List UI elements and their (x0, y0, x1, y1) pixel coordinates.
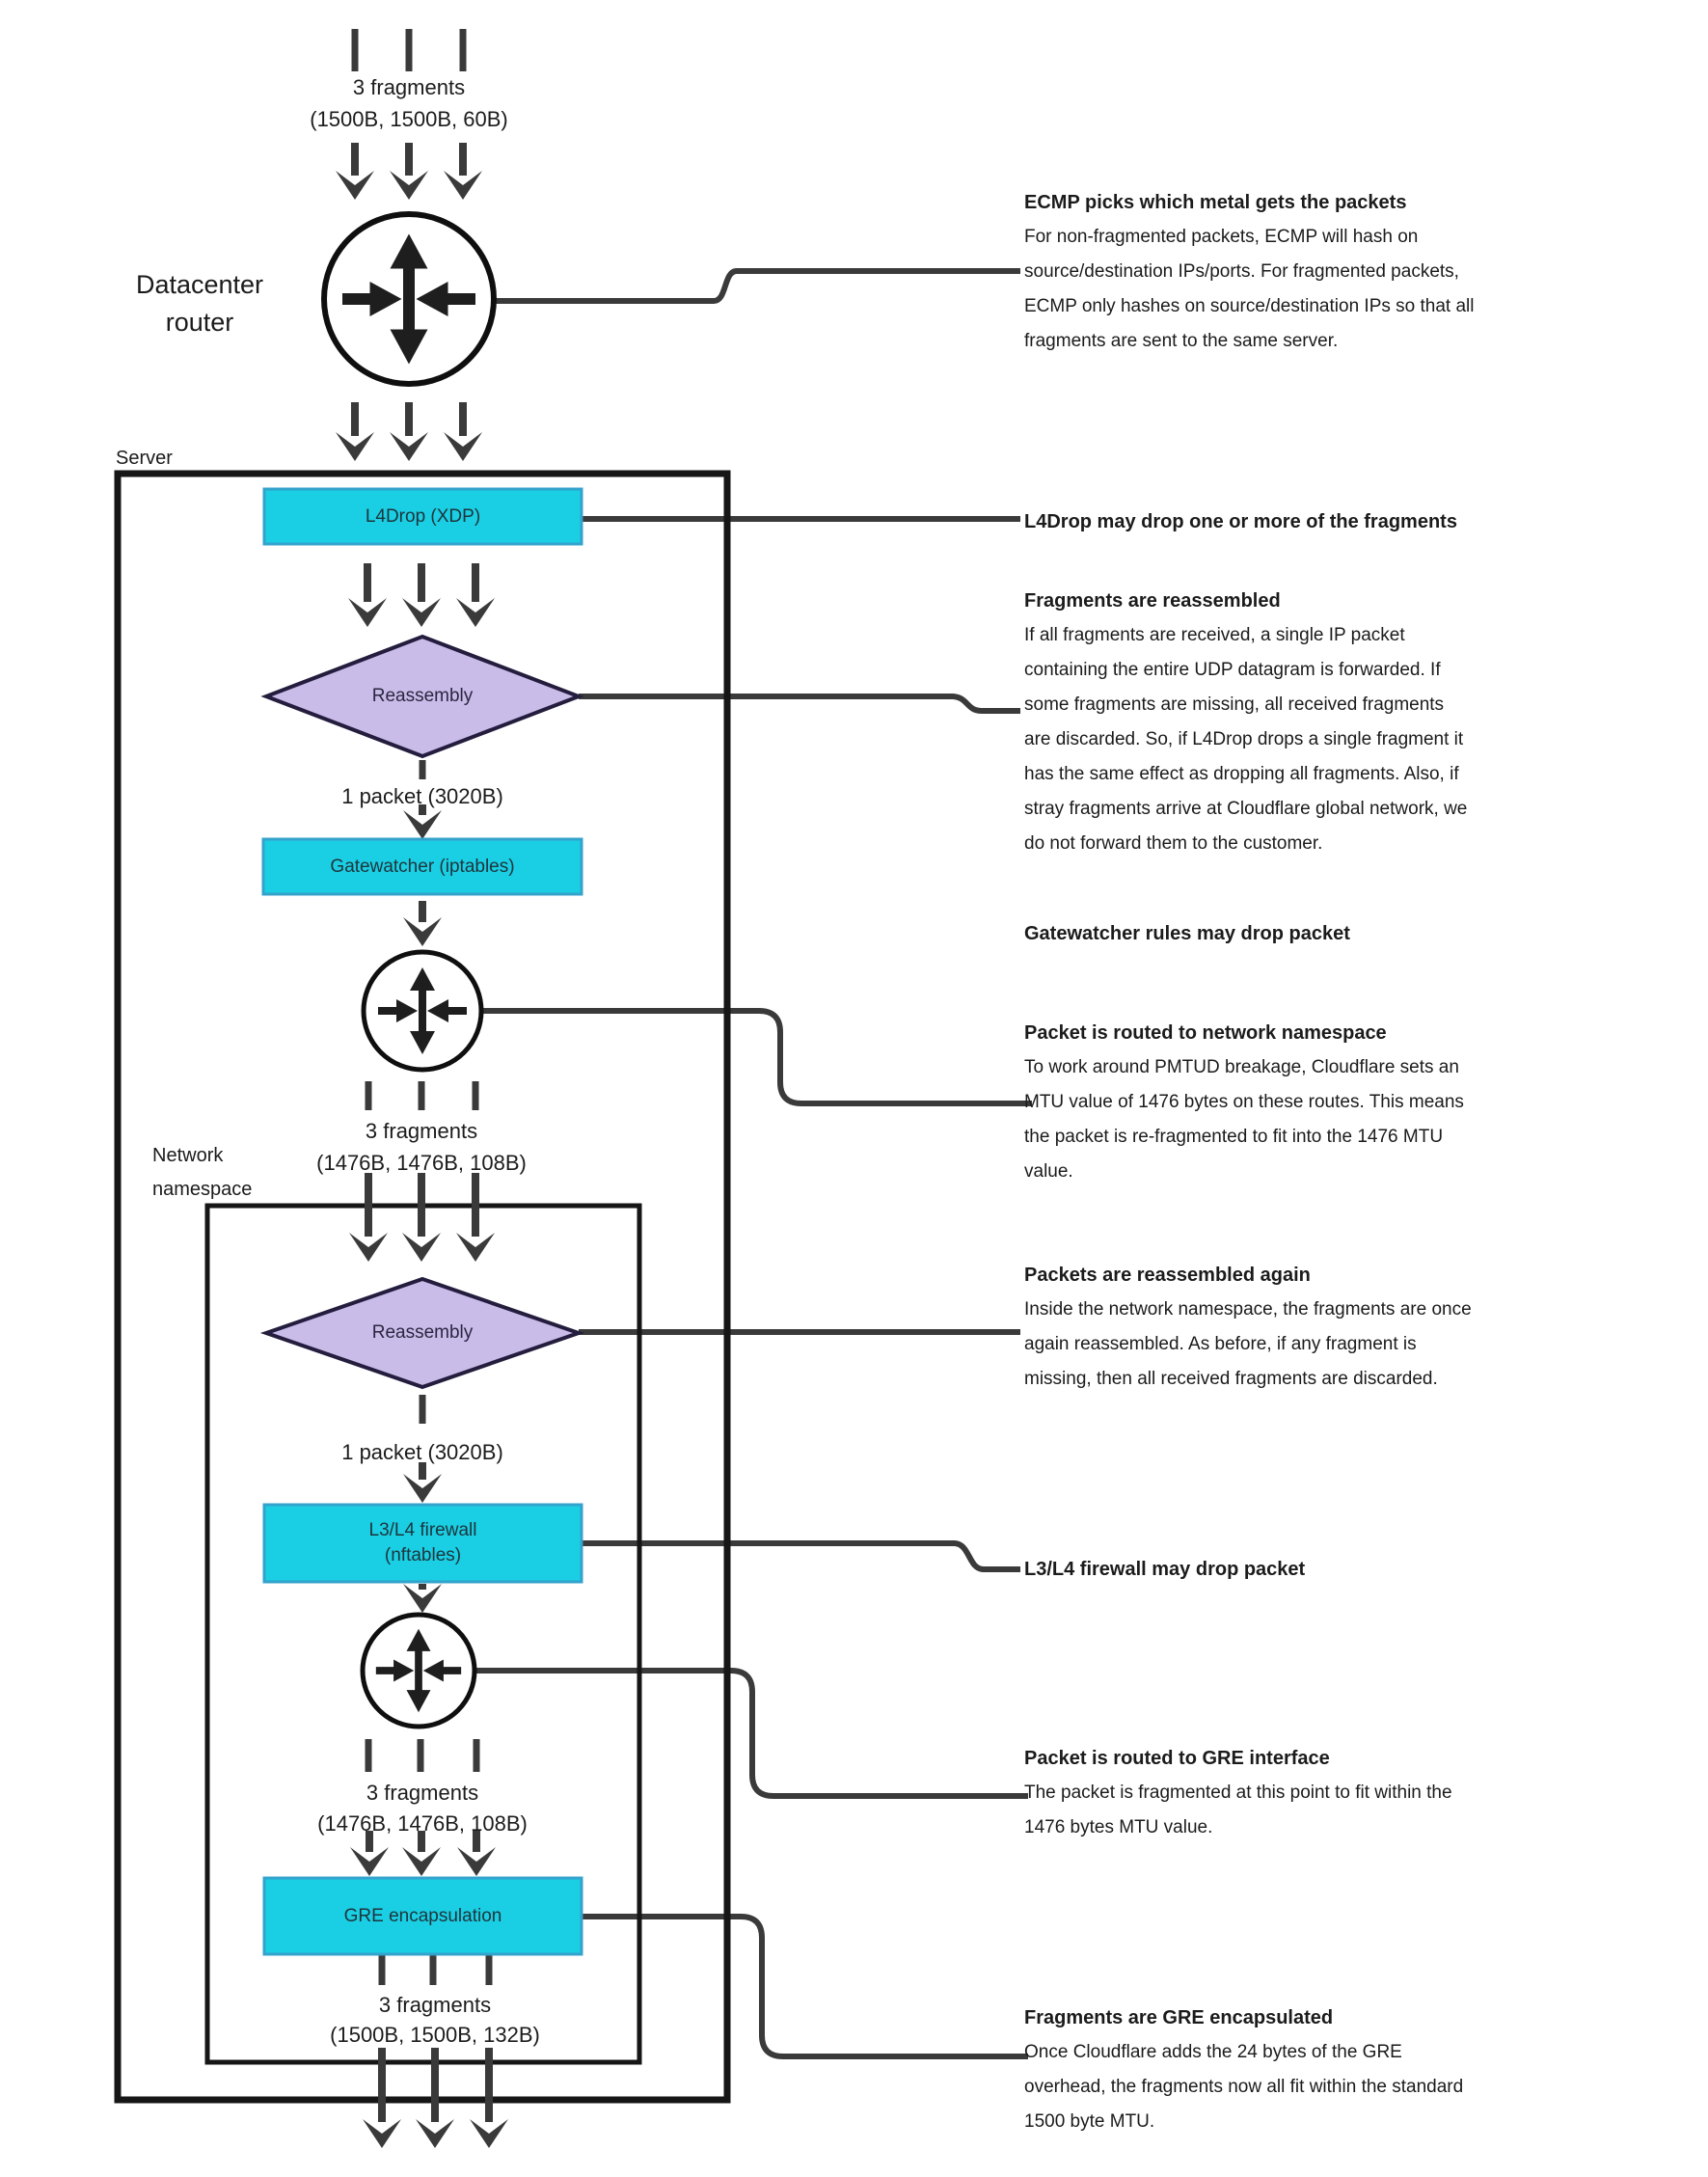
annotation-line: containing the entire UDP datagram is forwarded. If (1024, 660, 1441, 680)
annotation-line: Inside the network namespace, the fragments are once (1024, 1299, 1472, 1320)
annotation-line: value. (1024, 1161, 1073, 1182)
annotation-line: 1500 byte MTU. (1024, 2111, 1155, 2132)
packet-label-2: 1 packet (3020B) (341, 1440, 503, 1464)
annotation-line: The packet is fragmented at this point to fit within the (1024, 1782, 1452, 1803)
fragments-label-out (271, 1990, 599, 2050)
node-firewall-label-line: (nftables) (384, 1545, 462, 1565)
annotation-body (1024, 2035, 1622, 2139)
annotation-heading: L4Drop may drop one or more of the fragments (1024, 511, 1457, 532)
fragments-sizes: (1500B, 1500B, 60B) (310, 107, 508, 131)
annotation-gatewatcher (1024, 916, 1622, 951)
router-icon (363, 1615, 474, 1727)
fragments-label-top (245, 71, 573, 135)
annotation-heading: Packet is routed to GRE interface (1024, 1748, 1330, 1769)
annotation-ecmp (1024, 185, 1622, 359)
fragments-label-ns (258, 1778, 586, 1839)
node-reassembly-2 (266, 1279, 579, 1387)
annotation-line: has the same effect as dropping all fragments. Also, if (1024, 764, 1459, 784)
annotation-line: stray fragments arrive at Cloudflare global network, we (1024, 799, 1468, 819)
annotation-line: again reassembled. As before, if any fragment is (1024, 1334, 1417, 1354)
annotation-heading: L3/L4 firewall may drop packet (1024, 1559, 1306, 1580)
node-reassembly-label: Reassembly (371, 686, 474, 706)
annotation-line: Once Cloudflare adds the 24 bytes of the GRE (1024, 2042, 1402, 2062)
annotation-line: For non-fragmented packets, ECMP will hash on (1024, 227, 1419, 247)
annotation-heading: Fragments are GRE encapsulated (1024, 2007, 1334, 2028)
annotation-line: MTU value of 1476 bytes on these routes. This means (1024, 1092, 1464, 1112)
router-icon (324, 214, 494, 384)
fragments-sizes: (1476B, 1476B, 108B) (317, 1811, 528, 1836)
node-gatewatcher (263, 839, 582, 894)
annotation-firewall (1024, 1552, 1622, 1587)
node-gre-label: GRE encapsulation (343, 1905, 502, 1926)
annotation-body (1024, 618, 1622, 861)
fragments-count: 3 fragments (365, 1119, 478, 1143)
annotation-line: fragments are sent to the same server. (1024, 331, 1339, 351)
server-label: Server (116, 448, 173, 469)
fragments-count: 3 fragments (366, 1781, 479, 1805)
datacenter-label-line: Datacenter (135, 270, 264, 299)
annotation-body (1024, 220, 1622, 359)
annotation-body (1024, 1050, 1622, 1189)
annotation-line: missing, then all received fragments are discarded. (1024, 1369, 1438, 1389)
annotation-line: some fragments are missing, all received fragments (1024, 694, 1445, 715)
annotation-line: do not forward them to the customer. (1024, 833, 1323, 854)
fragments-label-mid (258, 1115, 585, 1179)
annotation-body (1024, 1293, 1622, 1397)
node-gre-encapsulation (264, 1878, 582, 1954)
annotation-gre-encapsulated (1024, 2000, 1622, 2139)
annotation-reassembled-again (1024, 1258, 1622, 1397)
packet-label-1: 1 packet (3020B) (341, 784, 503, 808)
annotation-heading: Gatewatcher rules may drop packet (1024, 923, 1350, 944)
node-firewall-label-line: L3/L4 firewall (368, 1520, 477, 1540)
annotation-line: If all fragments are received, a single IP packet (1024, 625, 1405, 645)
annotation-body (1024, 1776, 1622, 1845)
annotation-l4drop (1024, 504, 1622, 539)
annotation-line: the packet is re-fragmented to fit into the 1476 MTU (1024, 1127, 1444, 1147)
router-icon (364, 952, 481, 1070)
fragments-count: 3 fragments (378, 1993, 492, 2017)
annotation-heading: Packet is routed to network namespace (1024, 1022, 1387, 1044)
annotation-line: overhead, the fragments now all fit within the standard (1024, 2077, 1464, 2097)
namespace-label (152, 1139, 252, 1207)
node-l4drop (264, 489, 582, 544)
annotation-gre-interface (1024, 1741, 1622, 1845)
annotation-line: To work around PMTUD breakage, Cloudflare sets an (1024, 1057, 1459, 1077)
namespace-label-line: namespace (152, 1179, 253, 1200)
fragments-count: 3 fragments (352, 75, 466, 99)
annotation-heading: Packets are reassembled again (1024, 1265, 1311, 1286)
node-reassembly-1 (266, 637, 579, 756)
fragments-sizes: (1500B, 1500B, 132B) (330, 2023, 540, 2047)
node-gatewatcher-label: Gatewatcher (iptables) (330, 856, 515, 877)
node-reassembly-label: Reassembly (371, 1322, 474, 1343)
annotation-line: are discarded. So, if L4Drop drops a single fragment it (1024, 729, 1464, 749)
annotation-line: 1476 bytes MTU value. (1024, 1817, 1213, 1837)
namespace-label-line: Network (152, 1145, 224, 1166)
node-l3l4-firewall (264, 1505, 582, 1582)
datacenter-router-label (74, 266, 325, 341)
annotation-line: source/destination IPs/ports. For fragmented packets, (1024, 261, 1459, 282)
node-l4drop-label: L4Drop (XDP) (365, 505, 481, 527)
datacenter-label-line: router (165, 308, 234, 337)
annotation-line: ECMP only hashes on source/destination IPs so that all (1024, 296, 1475, 316)
annotation-routed-namespace (1024, 1016, 1622, 1189)
fragments-sizes: (1476B, 1476B, 108B) (316, 1151, 527, 1175)
annotation-reassembled (1024, 584, 1622, 861)
annotation-heading: Fragments are reassembled (1024, 590, 1281, 612)
annotation-heading: ECMP picks which metal gets the packets (1024, 192, 1407, 213)
